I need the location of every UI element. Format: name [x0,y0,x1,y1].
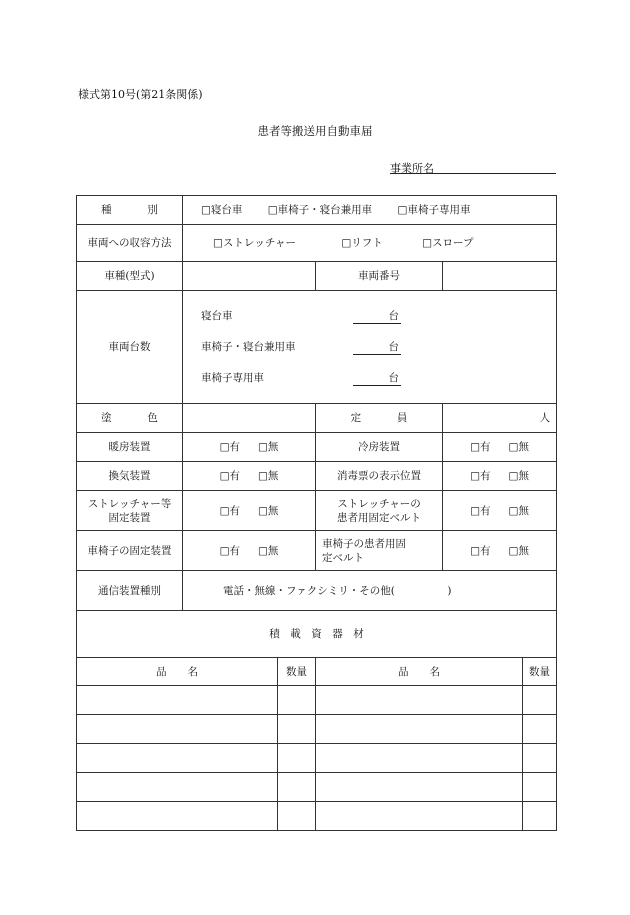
document-title: 患者等搬送用自動車届 [257,124,373,138]
vehicle-number-value[interactable] [443,262,557,291]
wheelchair-fix-options [183,531,316,571]
count-field-wheelchair-car[interactable]: 台 [353,371,401,386]
cargo-qty-header-left: 数量 [278,658,316,686]
comm-label: 通信装置種別 [77,571,183,611]
stretcher-fix-label: ストレッチャー等 固定装置 [77,491,183,531]
cargo-item-cell[interactable] [316,744,523,773]
row-paint [77,404,557,433]
paint-value[interactable] [183,404,316,433]
row-cargo-title [77,611,557,658]
stretcher-belt-label: ストレッチャーの 患者用固定ベルト [316,491,443,531]
cargo-item-header-left: 品 名 [77,658,278,686]
disinfection-label: 消毒票の表示位置 [316,462,443,491]
wheelchair-fix-label: 車椅子の固定装置 [77,531,183,571]
heating-options [183,433,316,462]
cooling-yes[interactable]: □有 [470,441,491,453]
type-options [183,196,557,225]
type-label: 種 別 [77,196,183,225]
cargo-row [77,715,557,744]
cargo-qty-cell[interactable] [523,744,557,773]
stretcher-belt-yes[interactable]: □有 [470,504,491,517]
stretcher-fix-options [183,491,316,531]
capacity-label: 定 員 [316,404,443,433]
cargo-item-cell[interactable] [77,715,278,744]
row-model [77,262,557,291]
cargo-item-cell[interactable] [316,773,523,802]
cargo-item-header-right: 品 名 [316,658,523,686]
storage-label: 車両への収容方法 [77,225,183,262]
cooling-label: 冷房装置 [316,433,443,462]
capacity-value[interactable]: 人 [443,404,557,433]
paint-label: 塗 色 [77,404,183,433]
count-field-wheelchair-bed-car[interactable]: 台 [353,340,401,355]
cargo-item-cell[interactable] [316,802,523,831]
cargo-row [77,773,557,802]
stretcher-fix-yes[interactable]: □有 [219,504,240,517]
cargo-item-cell[interactable] [77,773,278,802]
cargo-row [77,744,557,773]
wheelchair-fix-yes[interactable]: □有 [219,544,240,557]
type-option-wheelchair-bed-car[interactable]: □車椅子・寝台兼用車 [267,204,373,216]
count-row-bed-car: 寝台車 台 [201,309,399,322]
stretcher-belt-options [443,491,557,531]
cargo-item-cell[interactable] [77,802,278,831]
cargo-qty-header-right: 数量 [523,658,557,686]
cargo-qty-cell[interactable] [523,686,557,715]
cargo-qty-cell[interactable] [278,715,316,744]
office-name-field[interactable] [390,173,556,174]
ventilation-yes[interactable]: □有 [219,470,240,482]
office-name-label: 事業所名 [390,162,434,175]
form-number: 様式第10号(第21条関係) [78,88,203,101]
row-type [77,196,557,225]
model-label: 車種(型式) [77,262,183,291]
storage-option-lift[interactable]: □リフト [341,237,383,249]
count-field-bed-car[interactable]: 台 [353,309,401,324]
cargo-qty-cell[interactable] [278,802,316,831]
cooling-options [443,433,557,462]
row-comm [77,571,557,611]
wheelchair-belt-yes[interactable]: □有 [470,544,491,557]
row-stretcher [77,491,557,531]
cargo-title: 積 載 資 器 材 [77,611,557,658]
cargo-item-cell[interactable] [316,686,523,715]
type-option-bed-car[interactable]: □寝台車 [201,204,243,216]
cargo-item-cell[interactable] [316,715,523,744]
count-row-wheelchair-bed-car: 車椅子・寝台兼用車 台 [201,340,399,353]
storage-option-stretcher[interactable]: □ストレッチャー [213,237,297,249]
disinfection-options [443,462,557,491]
heating-no[interactable]: □無 [258,441,279,453]
stretcher-belt-no[interactable]: □無 [508,504,529,517]
cargo-qty-cell[interactable] [278,744,316,773]
row-count [77,291,557,404]
cooling-no[interactable]: □無 [508,441,529,453]
cargo-header-row [77,658,557,686]
ventilation-options [183,462,316,491]
heating-yes[interactable]: □有 [219,441,240,453]
count-row-wheelchair-car: 車椅子専用車 台 [201,371,399,384]
vehicle-form-table [76,195,557,831]
count-block [183,291,557,404]
cargo-item-cell[interactable] [77,686,278,715]
wheelchair-belt-label: 車椅子の患者用固 定ベルト [316,531,443,571]
disinfection-no[interactable]: □無 [508,470,529,482]
heating-label: 暖房装置 [77,433,183,462]
disinfection-yes[interactable]: □有 [470,470,491,482]
ventilation-no[interactable]: □無 [258,470,279,482]
comm-value[interactable]: 電話・無線・ファクシミリ・その他( ) [183,571,557,611]
row-heating [77,433,557,462]
cargo-qty-cell[interactable] [278,773,316,802]
row-ventilation [77,462,557,491]
cargo-row [77,802,557,831]
stretcher-fix-no[interactable]: □無 [258,504,279,517]
model-value[interactable] [183,262,316,291]
wheelchair-fix-no[interactable]: □無 [258,544,279,557]
wheelchair-belt-options [443,531,557,571]
type-option-wheelchair-car[interactable]: □車椅子専用車 [397,204,471,216]
cargo-qty-cell[interactable] [523,773,557,802]
row-wheelchair [77,531,557,571]
cargo-item-cell[interactable] [77,744,278,773]
vehicle-number-label: 車両番号 [316,262,443,291]
storage-options [183,225,557,262]
cargo-qty-cell[interactable] [523,715,557,744]
cargo-row [77,686,557,715]
cargo-qty-cell[interactable] [278,686,316,715]
row-storage [77,225,557,262]
ventilation-label: 換気装置 [77,462,183,491]
wheelchair-belt-no[interactable]: □無 [508,544,529,557]
count-label: 車両台数 [77,291,183,404]
storage-option-slope[interactable]: □スロープ [422,237,474,249]
cargo-qty-cell[interactable] [523,802,557,831]
